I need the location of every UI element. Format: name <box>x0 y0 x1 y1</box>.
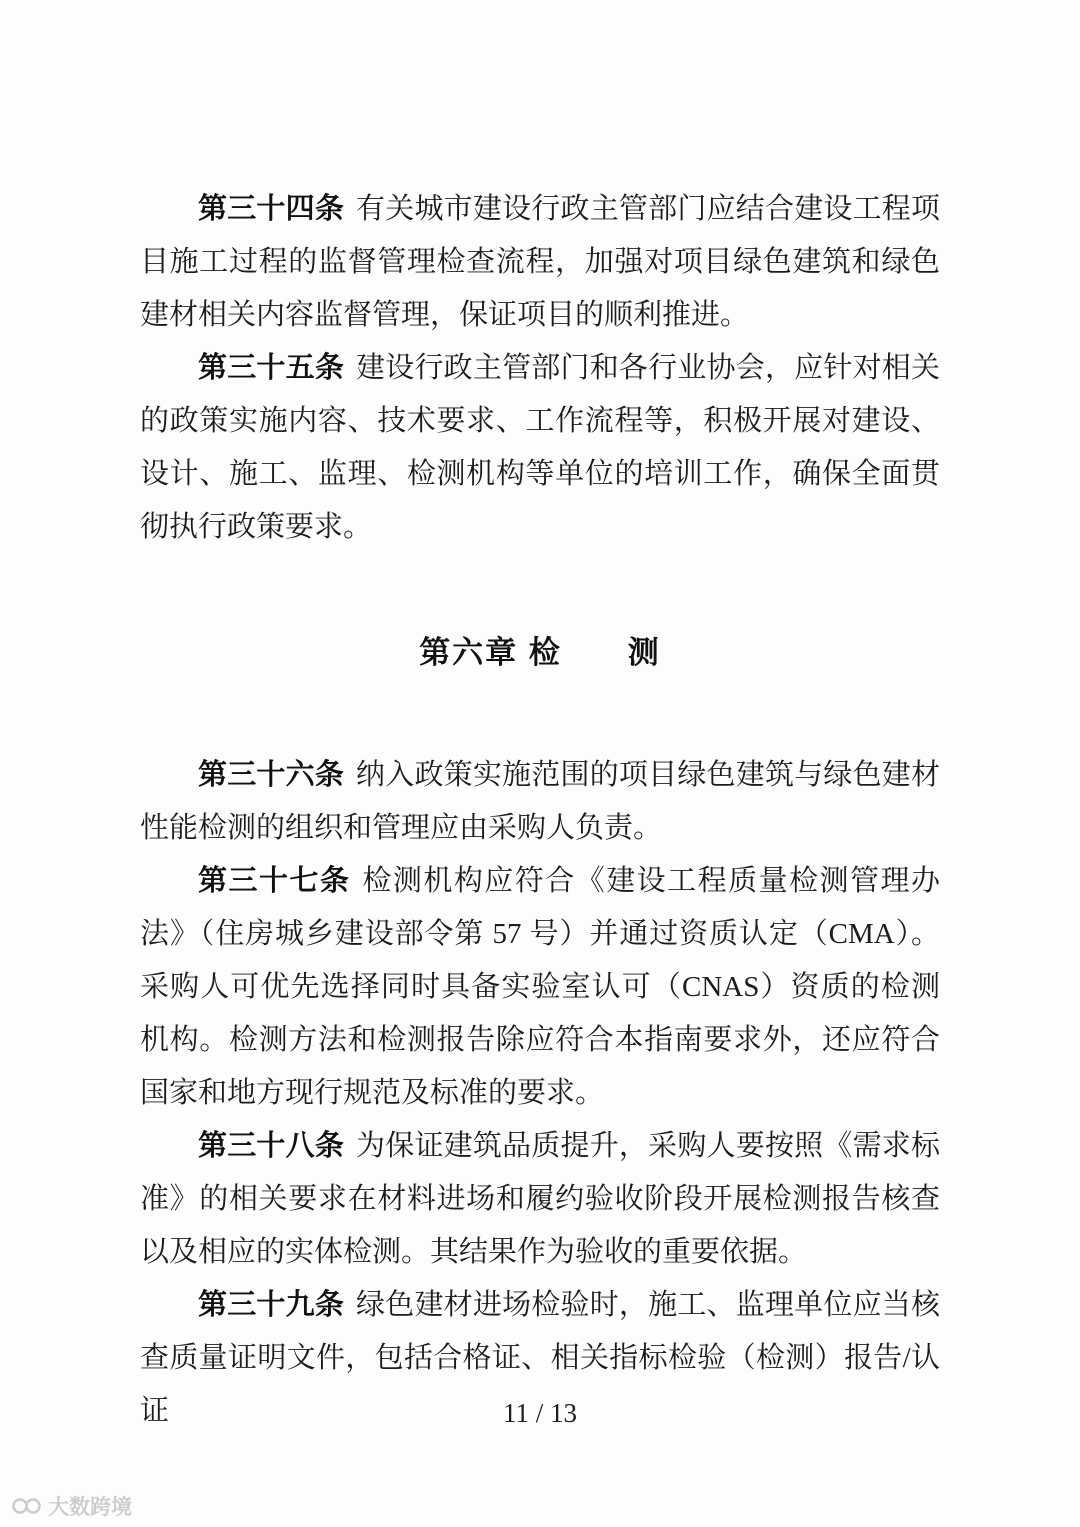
article-number-label: 第三十五条 <box>198 352 345 384</box>
chapter-heading: 第六章 检 测 <box>419 635 661 670</box>
article-body-text: 纳入政策实施范围的项目绿色建筑与绿色建材性能检测的组织和管理应由采购人负责。 <box>140 759 940 844</box>
paragraph-article-35 <box>140 342 940 554</box>
article-body-text: 检测机构应符合《建设工程质量检测管理办法》（住房城乡建设部令第 57 号）并通过资质认定（CMA）。采购人可优先选择同时具备实验室认可（CNAS）资质的检测机构。检测方法和检测报告除应符合本指南要求外，还应符合国家和地方现行规范及标准的要求。 <box>140 865 940 1109</box>
paragraph-article-36 <box>140 749 940 855</box>
page-number: 11 / 13 <box>503 1398 577 1428</box>
article-number-label: 第三十六条 <box>198 759 345 791</box>
article-number-label: 第三十八条 <box>198 1130 345 1162</box>
article-body-text: 有关城市建设行政主管部门应结合建设工程项目施工过程的监督管理检查流程，加强对项目绿色建筑和绿色建材相关内容监督管理，保证项目的顺利推进。 <box>140 193 940 331</box>
watermark-text: 大数跨境 <box>48 1496 132 1519</box>
article-number-label: 第三十四条 <box>198 193 345 225</box>
article-body-text: 建设行政主管部门和各行业协会，应针对相关的政策实施内容、技术要求、工作流程等，积极开展对建设、设计、施工、监理、检测机构等单位的培训工作，确保全面贯彻执行政策要求。 <box>140 352 940 543</box>
paragraph-article-34 <box>140 183 940 342</box>
paragraph-article-37 <box>140 855 940 1120</box>
article-number-label: 第三十七条 <box>198 865 351 897</box>
paragraph-article-38 <box>140 1120 940 1279</box>
watermark-logo-icon <box>12 1496 42 1516</box>
article-body-text: 为保证建筑品质提升，采购人要按照《需求标准》的相关要求在材料进场和履约验收阶段开展检测报告核查以及相应的实体检测。其结果作为验收的重要依据。 <box>140 1130 940 1268</box>
article-body-text: 绿色建材进场检验时，施工、监理单位应当核查质量证明文件，包括合格证、相关指标检验（检测）报告/认证 <box>140 1289 940 1427</box>
article-number-label: 第三十九条 <box>198 1289 345 1321</box>
watermark <box>12 1491 132 1521</box>
